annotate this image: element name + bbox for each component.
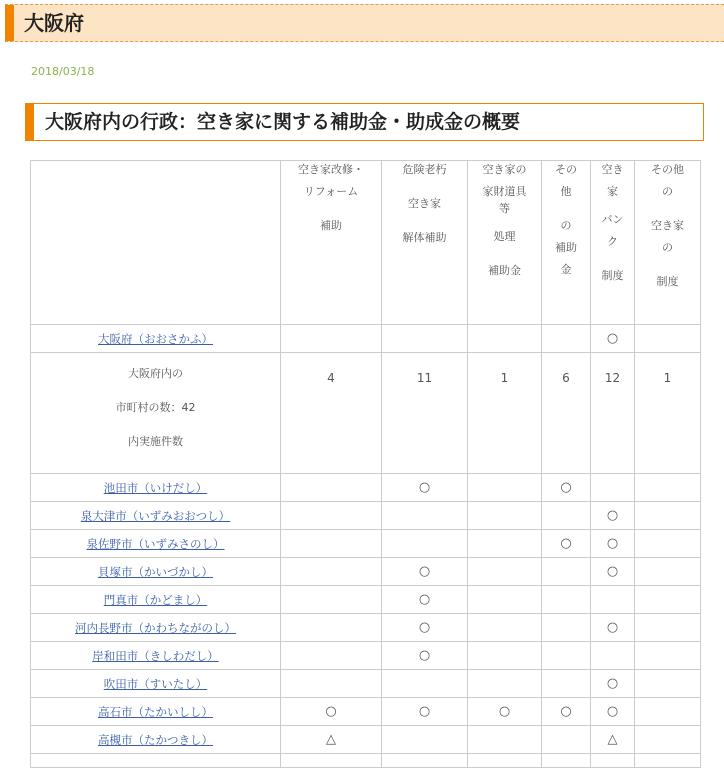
- mark-cell: [382, 726, 468, 754]
- mark-cell: [542, 614, 591, 642]
- municipality-link[interactable]: 岸和田市（きしわだし）: [92, 648, 219, 663]
- mark-cell: ○: [591, 325, 635, 353]
- municipality-link[interactable]: 池田市（いけだし）: [103, 480, 208, 495]
- mark-cell: [468, 614, 542, 642]
- municipality-cell: [31, 670, 281, 698]
- table-row: [31, 325, 701, 353]
- summary-label-line: 内実施件数: [128, 435, 183, 448]
- municipality-link[interactable]: 高槻市（たかつきし）: [98, 732, 213, 747]
- municipality-cell: [31, 642, 281, 670]
- col-header-line: 処理: [493, 230, 516, 243]
- table-row: [31, 614, 701, 642]
- table-row: [31, 586, 701, 614]
- col-header-line: 補助: [320, 219, 342, 232]
- municipality-cell: [31, 558, 281, 586]
- mark-cell: [635, 325, 701, 353]
- municipality-link[interactable]: 河内長野市（かわちながのし）: [75, 620, 236, 635]
- mark-cell: [468, 586, 542, 614]
- mark-cell: ○: [382, 614, 468, 642]
- municipality-link[interactable]: 泉佐野市（いずみさのし）: [86, 536, 225, 551]
- mark-cell: [468, 642, 542, 670]
- table-row: [31, 698, 701, 726]
- empty-cell: [468, 754, 542, 768]
- header-corner-cell: [31, 161, 281, 325]
- municipality-cell: [31, 726, 281, 754]
- prefecture-header: [5, 4, 724, 42]
- col-header-line: の: [662, 241, 673, 254]
- municipality-cell: [31, 474, 281, 502]
- municipality-cell: [31, 502, 281, 530]
- mark-cell: [281, 642, 382, 670]
- mark-cell: ○: [591, 530, 635, 558]
- col-header-line: その他: [651, 163, 684, 176]
- col-header-line: ク: [607, 235, 618, 248]
- table-row: [31, 502, 701, 530]
- col-header-line: 補助金: [488, 264, 521, 277]
- mark-cell: ○: [542, 698, 591, 726]
- mark-cell: ○: [542, 530, 591, 558]
- empty-cell: [542, 754, 591, 768]
- mark-cell: [468, 670, 542, 698]
- mark-cell: [635, 614, 701, 642]
- mark-cell: [281, 558, 382, 586]
- mark-cell: [281, 325, 382, 353]
- mark-cell: ○: [382, 474, 468, 502]
- table-row: [31, 726, 701, 754]
- mark-cell: [635, 586, 701, 614]
- mark-cell: [542, 670, 591, 698]
- col-header-line: 空き家: [408, 197, 441, 210]
- table-row: [31, 558, 701, 586]
- mark-cell: [281, 614, 382, 642]
- mark-cell: ○: [281, 698, 382, 726]
- mark-cell: [635, 642, 701, 670]
- subsidy-table: [30, 160, 701, 768]
- mark-cell: [542, 502, 591, 530]
- col-header-other-system: [635, 161, 701, 325]
- mark-cell: ○: [468, 698, 542, 726]
- mark-cell: [635, 698, 701, 726]
- municipality-link[interactable]: 門真市（かどまし）: [103, 592, 208, 607]
- mark-cell: [542, 586, 591, 614]
- mark-cell: [382, 530, 468, 558]
- mark-cell: [635, 670, 701, 698]
- mark-cell: [635, 502, 701, 530]
- col-header-line: 空き家の: [482, 163, 527, 176]
- col-header-other-subsidy: [542, 161, 591, 325]
- col-header-line: その: [555, 163, 577, 176]
- col-header-line: バン: [601, 213, 624, 226]
- municipality-link[interactable]: 吹田市（すいたし）: [103, 676, 208, 691]
- col-header-line: 空き家改修・: [298, 163, 364, 176]
- article-heading: [25, 103, 704, 141]
- municipality-link[interactable]: 泉大津市（いずみおおつし）: [80, 508, 231, 523]
- col-header-line: 危険老朽: [402, 163, 447, 176]
- mark-cell: ○: [591, 502, 635, 530]
- table-row-partial: [31, 754, 701, 768]
- col-header-belongings: [468, 161, 542, 325]
- mark-cell: ○: [542, 474, 591, 502]
- mark-cell: [468, 530, 542, 558]
- mark-cell: [542, 325, 591, 353]
- mark-cell: [382, 325, 468, 353]
- col-header-line: 空き家: [651, 219, 684, 232]
- mark-cell: [635, 558, 701, 586]
- prefecture-title: 大阪府: [24, 11, 84, 35]
- municipality-cell: [31, 325, 281, 353]
- mark-cell: [382, 670, 468, 698]
- mark-cell: [281, 670, 382, 698]
- post-date: 2018/03/18: [31, 65, 95, 78]
- mark-cell: [635, 530, 701, 558]
- mark-cell: [468, 474, 542, 502]
- col-header-line: の: [560, 219, 572, 232]
- mark-cell: ○: [382, 698, 468, 726]
- empty-cell: [31, 754, 281, 768]
- empty-cell: [382, 754, 468, 768]
- mark-cell: [468, 325, 542, 353]
- col-header-line: 他: [560, 185, 572, 198]
- mark-cell: △: [591, 726, 635, 754]
- municipality-cell: [31, 530, 281, 558]
- municipality-link[interactable]: 大阪府（おおさかふ）: [98, 331, 213, 346]
- municipality-cell: [31, 614, 281, 642]
- table-row: [31, 474, 701, 502]
- col-header-demolition: [382, 161, 468, 325]
- col-header-line: 等: [499, 202, 510, 215]
- heading-accent-bar: [26, 104, 34, 140]
- mark-cell: [635, 474, 701, 502]
- col-header-line: 家: [607, 185, 618, 198]
- mark-cell: [382, 502, 468, 530]
- mark-cell: ○: [591, 698, 635, 726]
- summary-count-cell: 4: [281, 353, 382, 474]
- summary-label-cell: [31, 353, 281, 474]
- mark-cell: [281, 474, 382, 502]
- summary-count-cell: 6: [542, 353, 591, 474]
- summary-count-cell: 1: [468, 353, 542, 474]
- col-header-line: 制度: [601, 269, 624, 282]
- mark-cell: ○: [382, 642, 468, 670]
- summary-count-cell: 1: [635, 353, 701, 474]
- mark-cell: [281, 586, 382, 614]
- col-header-bank: [591, 161, 635, 325]
- mark-cell: [591, 642, 635, 670]
- col-header-line: 家財道具: [482, 185, 527, 198]
- mark-cell: ○: [382, 586, 468, 614]
- mark-cell: ○: [591, 558, 635, 586]
- mark-cell: [542, 726, 591, 754]
- empty-cell: [281, 754, 382, 768]
- col-header-line: 金: [560, 263, 572, 276]
- mark-cell: [635, 726, 701, 754]
- header-accent-bar: [5, 5, 14, 41]
- empty-cell: [635, 754, 701, 768]
- mark-cell: [591, 586, 635, 614]
- municipality-link[interactable]: 貝塚市（かいづかし）: [98, 564, 213, 579]
- summary-count-cell: 12: [591, 353, 635, 474]
- mark-cell: ○: [591, 614, 635, 642]
- article-title: 大阪府内の行政：空き家に関する補助金・助成金の概要: [45, 111, 521, 133]
- col-header-line: 空き: [601, 163, 624, 176]
- table-row: [31, 642, 701, 670]
- mark-cell: [542, 642, 591, 670]
- mark-cell: [468, 502, 542, 530]
- col-header-line: 補助: [555, 241, 577, 254]
- summary-count-cell: 11: [382, 353, 468, 474]
- mark-cell: [468, 726, 542, 754]
- mark-cell: ○: [382, 558, 468, 586]
- table-header-row: [31, 161, 701, 325]
- summary-label-line: 大阪府内の: [128, 367, 183, 380]
- col-header-reform: [281, 161, 382, 325]
- municipality-link[interactable]: 高石市（たかいしし）: [98, 704, 213, 719]
- summary-label-line: 市町村の数：42: [115, 401, 196, 414]
- mark-cell: ○: [591, 670, 635, 698]
- mark-cell: [281, 502, 382, 530]
- table-row: [31, 530, 701, 558]
- mark-cell: [591, 474, 635, 502]
- mark-cell: △: [281, 726, 382, 754]
- municipality-cell: [31, 586, 281, 614]
- empty-cell: [591, 754, 635, 768]
- table-row: [31, 670, 701, 698]
- col-header-line: の: [662, 185, 673, 198]
- summary-row: [31, 353, 701, 474]
- municipality-cell: [31, 698, 281, 726]
- mark-cell: [542, 558, 591, 586]
- col-header-line: リフォーム: [303, 185, 359, 198]
- col-header-line: 制度: [656, 275, 679, 288]
- mark-cell: [468, 558, 542, 586]
- col-header-line: 解体補助: [402, 231, 447, 244]
- mark-cell: [281, 530, 382, 558]
